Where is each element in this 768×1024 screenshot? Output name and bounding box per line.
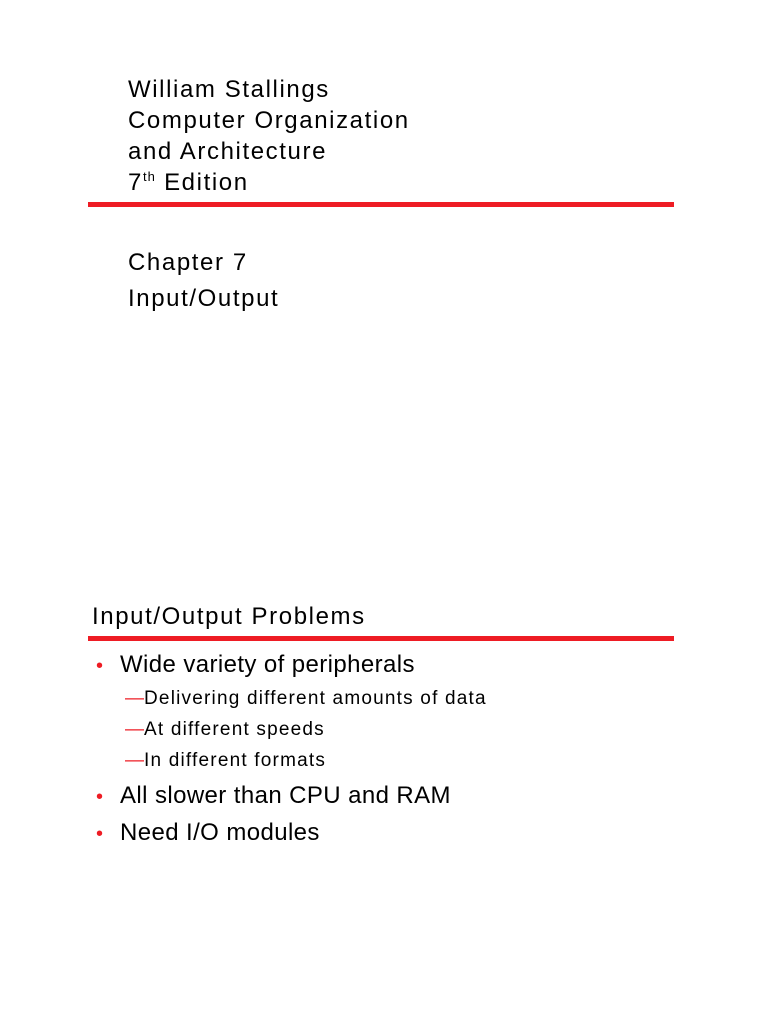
edition-word: Edition <box>164 169 249 196</box>
slide-title: Input/Output Problems <box>92 603 366 630</box>
bullet-item <box>96 778 487 815</box>
bullet-text: All slower than CPU and RAM <box>120 782 451 809</box>
dash-icon: — <box>125 750 144 771</box>
bullet-list <box>96 648 487 852</box>
bullet-text: Wide variety of peripherals <box>120 651 415 678</box>
sub-item <box>96 714 487 745</box>
bullet-item <box>96 648 487 683</box>
title-line-book-cont: and Architecture <box>128 138 328 165</box>
bullet-icon: • <box>96 786 104 808</box>
edition-number: 7 <box>128 169 143 196</box>
bullet-text: Need I/O modules <box>120 819 320 846</box>
bullet-icon: • <box>96 655 104 677</box>
sub-item <box>96 745 487 776</box>
title-divider <box>88 202 674 207</box>
slide-title-divider <box>88 636 674 641</box>
sub-item-text: Delivering different amounts of data <box>144 688 487 709</box>
chapter-block <box>128 245 279 317</box>
dash-icon: — <box>125 688 144 709</box>
title-line-author: William Stallings <box>128 76 330 103</box>
chapter-title: Input/Output <box>128 285 280 312</box>
bullet-item <box>96 815 487 852</box>
title-line-book: Computer Organization <box>128 107 410 134</box>
edition-line <box>128 167 410 198</box>
bullet-icon: • <box>96 823 104 845</box>
sub-item <box>96 683 487 714</box>
sub-item-text: In different formats <box>144 750 327 771</box>
chapter-number: Chapter 7 <box>128 249 248 276</box>
edition-suffix: th <box>142 169 156 184</box>
book-title-block <box>128 74 410 198</box>
sub-item-text: At different speeds <box>144 719 325 740</box>
dash-icon: — <box>125 719 144 740</box>
